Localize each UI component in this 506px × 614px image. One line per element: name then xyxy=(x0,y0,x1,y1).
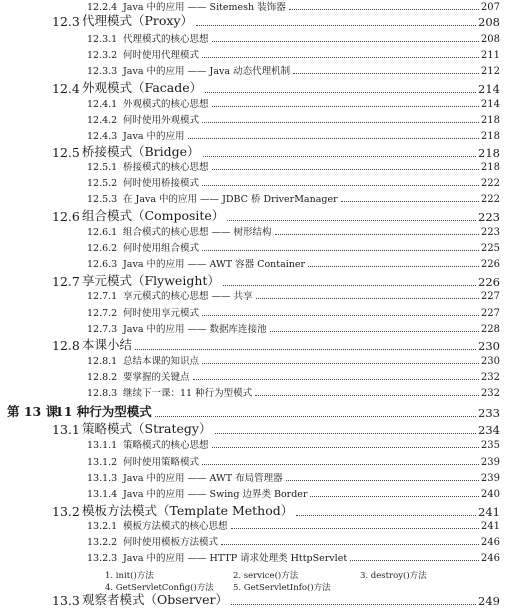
toc-title: 何时使用组合模式 xyxy=(123,243,200,254)
toc-number: 12.7.3 xyxy=(87,324,118,335)
toc-section[interactable] xyxy=(52,273,500,289)
dot-leader xyxy=(202,121,479,123)
toc-subsection[interactable] xyxy=(87,257,500,270)
dot-leader xyxy=(215,432,477,434)
toc-page-number: 239 xyxy=(480,457,500,468)
toc-number: 12.2.4 xyxy=(87,2,118,13)
toc-number: 13.2.3 xyxy=(87,553,118,564)
dot-leader xyxy=(202,249,479,251)
dot-leader xyxy=(188,137,479,139)
toc-page-number: 227 xyxy=(480,291,500,302)
toc-page-number: 233 xyxy=(478,406,500,420)
toc-subsection[interactable] xyxy=(87,160,500,173)
toc-title: 何时使用策略模式 xyxy=(123,457,200,468)
toc-title: 外观模式的核心思想 xyxy=(123,99,209,110)
dot-leader xyxy=(212,105,479,107)
toc-title: 何时使用享元模式 xyxy=(123,308,200,319)
toc-subsection[interactable] xyxy=(87,241,500,254)
toc-page-number: 222 xyxy=(480,178,500,189)
dot-leader xyxy=(308,265,479,267)
method-item-getservletinfo: 5. GetServletInfo()方法 xyxy=(233,583,331,593)
method-item-destroy: 3. destroy()方法 xyxy=(360,571,427,581)
dot-leader xyxy=(350,559,479,561)
toc-section[interactable] xyxy=(52,208,500,224)
dot-leader xyxy=(275,233,479,235)
toc-title: 要掌握的关键点 xyxy=(123,372,190,383)
toc-number: 13.3 xyxy=(52,593,80,608)
toc-title: 何时使用外观模式 xyxy=(123,115,200,126)
toc-page-number: 218 xyxy=(480,131,500,142)
dot-leader xyxy=(202,314,479,316)
toc-number: 12.5.1 xyxy=(87,162,118,173)
toc-subsection[interactable] xyxy=(87,289,500,302)
dot-leader xyxy=(296,514,476,516)
toc-number: 12.6 xyxy=(52,209,80,224)
toc-title: 总结本课的知识点 xyxy=(123,356,200,367)
toc-page-number: 230 xyxy=(480,356,500,367)
toc-title: 模板方法模式（Template Method） xyxy=(82,503,294,518)
toc-title: 模板方法模式的核心思想 xyxy=(123,521,228,532)
dot-leader xyxy=(212,446,479,448)
toc-title: 代理模式（Proxy） xyxy=(82,13,194,28)
toc-subsection[interactable] xyxy=(87,354,500,367)
toc-title: 组合模式的核心思想 —— 树形结构 xyxy=(123,227,272,238)
toc-page-number: 208 xyxy=(480,34,500,45)
toc-number: 12.3.2 xyxy=(87,50,118,61)
toc-number: 12.5 xyxy=(52,145,80,160)
toc-page-number: 226 xyxy=(480,259,500,270)
toc-number: 12.4.2 xyxy=(87,115,118,126)
toc-chapter[interactable] xyxy=(7,404,500,420)
toc-title: Java 中的应用 xyxy=(123,131,185,142)
method-item-init: 1. init()方法 xyxy=(105,571,154,581)
toc-title: 策略模式的核心思想 xyxy=(123,440,209,451)
toc-title: 桥接模式的核心思想 xyxy=(123,162,209,173)
toc-number: 12.7.2 xyxy=(87,308,118,319)
toc-page-number: 211 xyxy=(480,50,500,61)
toc-title: 代理模式的核心思想 xyxy=(123,34,209,45)
toc-number: 13.2 xyxy=(52,504,80,519)
toc-page-number: 226 xyxy=(478,275,500,289)
toc-number: 12.8 xyxy=(52,338,80,353)
dot-leader xyxy=(212,40,479,42)
toc-page-number: 239 xyxy=(480,473,500,484)
toc-page-number: 212 xyxy=(480,66,500,77)
toc-title: Java 中的应用 —— HTTP 请求处理类 HttpServlet xyxy=(123,553,348,564)
toc-page-number: 228 xyxy=(480,324,500,335)
toc-page-number: 232 xyxy=(480,372,500,383)
dot-leader xyxy=(231,603,476,605)
toc-title: 11 种行为型模式 xyxy=(55,404,152,419)
dot-leader xyxy=(223,284,476,286)
dot-leader xyxy=(227,219,476,221)
toc-subsection[interactable] xyxy=(87,48,500,61)
dot-leader xyxy=(202,362,479,364)
toc-page-number: 223 xyxy=(480,227,500,238)
toc-number: 第 13 课 xyxy=(7,404,59,419)
toc-subsection[interactable] xyxy=(87,97,500,110)
toc-page-number: 241 xyxy=(480,521,500,532)
toc-number: 12.8.3 xyxy=(87,388,118,399)
dot-leader xyxy=(202,56,479,58)
dot-leader xyxy=(270,330,479,332)
dot-leader xyxy=(310,495,478,497)
dot-leader xyxy=(202,463,479,465)
toc-subsection[interactable] xyxy=(87,535,500,548)
toc-title: Java 中的应用 —— 数据库连接池 xyxy=(123,324,267,335)
toc-page-number: 227 xyxy=(480,308,500,319)
toc-subsection[interactable] xyxy=(87,225,500,238)
toc-subsection[interactable] xyxy=(87,176,500,189)
toc-subsection[interactable] xyxy=(87,129,500,142)
toc-title: 何时使用代理模式 xyxy=(123,50,200,61)
toc-section[interactable] xyxy=(52,13,500,29)
toc-number: 13.1.1 xyxy=(87,440,118,451)
toc-section[interactable] xyxy=(52,80,500,96)
toc-subsection[interactable] xyxy=(87,113,500,126)
toc-number: 13.1.2 xyxy=(87,457,118,468)
toc-number: 12.7 xyxy=(52,274,80,289)
toc-number: 13.1.4 xyxy=(87,489,118,500)
toc-number: 12.4.1 xyxy=(87,99,118,110)
toc-page-number: 249 xyxy=(478,594,500,608)
toc-number: 13.2.2 xyxy=(87,537,118,548)
toc-subsection[interactable] xyxy=(87,370,500,383)
method-item-getservletconfig: 4. GetServletConfig()方法 xyxy=(105,583,214,593)
toc-page-number: 218 xyxy=(480,115,500,126)
toc-subsection[interactable] xyxy=(87,551,500,564)
toc-number: 12.4 xyxy=(52,81,80,96)
dot-leader xyxy=(231,527,479,529)
dot-leader xyxy=(212,168,479,170)
toc-subsection[interactable] xyxy=(87,322,500,335)
toc-number: 13.2.1 xyxy=(87,521,118,532)
toc-page-number: 218 xyxy=(480,162,500,173)
toc-subsection[interactable] xyxy=(87,519,500,532)
toc-subsection[interactable] xyxy=(87,386,500,399)
toc-page-number: 235 xyxy=(480,440,500,451)
toc-page-number: 214 xyxy=(478,82,500,96)
toc-number: 13.1.3 xyxy=(87,473,118,484)
dot-leader xyxy=(221,543,479,545)
dot-leader xyxy=(196,24,476,26)
toc-title: Java 中的应用 —— Java 动态代理机制 xyxy=(123,66,291,77)
toc-page-number: 222 xyxy=(480,194,500,205)
toc-page-number: 218 xyxy=(478,146,500,160)
dot-leader xyxy=(155,415,476,417)
toc-page-number: 246 xyxy=(480,537,500,548)
toc-number: 12.3.1 xyxy=(87,34,118,45)
toc-subsection[interactable] xyxy=(87,32,500,45)
toc-section[interactable] xyxy=(52,503,500,519)
dot-leader xyxy=(256,297,479,299)
dot-leader xyxy=(135,348,476,350)
toc-section[interactable] xyxy=(52,592,500,608)
toc-title: 何时使用模板方法模式 xyxy=(123,537,219,548)
toc-number: 13.1 xyxy=(52,422,80,437)
toc-number: 12.5.3 xyxy=(87,194,118,205)
toc-title: 策略模式（Strategy） xyxy=(82,421,212,436)
toc-section[interactable] xyxy=(52,421,500,437)
toc-title: 桥接模式（Bridge） xyxy=(82,144,200,159)
dot-leader xyxy=(202,184,479,186)
toc-number: 12.6.3 xyxy=(87,259,118,270)
toc-page-number: 208 xyxy=(478,15,500,29)
toc-page-number: 232 xyxy=(480,388,500,399)
toc-title: Java 中的应用 —— Swing 边界类 Border xyxy=(123,489,308,500)
toc-number: 12.6.2 xyxy=(87,243,118,254)
toc-page-number: 230 xyxy=(478,339,500,353)
toc-subsection[interactable] xyxy=(87,192,500,205)
toc-page-number: 207 xyxy=(480,2,500,13)
toc-subsection[interactable] xyxy=(87,487,500,500)
dot-leader xyxy=(205,91,476,93)
toc-section[interactable] xyxy=(52,337,500,353)
dot-leader xyxy=(286,479,479,481)
toc-number: 12.7.1 xyxy=(87,291,118,302)
toc-title: 外观模式（Facade） xyxy=(82,80,203,95)
toc-page-number: 223 xyxy=(478,210,500,224)
dot-leader xyxy=(341,200,479,202)
toc-page-number: 246 xyxy=(480,553,500,564)
toc-subsection[interactable] xyxy=(87,306,500,319)
toc-number: 12.8.1 xyxy=(87,356,118,367)
toc-title: 在 Java 中的应用 —— JDBC 桥 DriverManager xyxy=(123,194,338,205)
toc-title: 观察者模式（Observer） xyxy=(82,592,228,607)
toc-number: 12.8.2 xyxy=(87,372,118,383)
toc-title: 继续下一课：11 种行为型模式 xyxy=(123,388,253,399)
toc-title: Java 中的应用 —— AWT 容器 Container xyxy=(123,259,306,270)
toc-page-number: 240 xyxy=(480,489,500,500)
toc-subsection[interactable] xyxy=(87,455,500,468)
toc-page-number: 234 xyxy=(478,423,500,437)
dot-leader xyxy=(255,394,479,396)
toc-page-number: 214 xyxy=(480,99,500,110)
toc-subsection[interactable] xyxy=(87,471,500,484)
method-item-service: 2. service()方法 xyxy=(233,571,299,581)
toc-title: 组合模式（Composite） xyxy=(82,208,225,223)
toc-title: Java 中的应用 —— AWT 布局管理器 xyxy=(123,473,283,484)
toc-title: 何时使用桥接模式 xyxy=(123,178,200,189)
dot-leader xyxy=(203,155,476,157)
toc-title: 本课小结 xyxy=(82,337,133,352)
dot-leader xyxy=(193,378,479,380)
dot-leader xyxy=(293,72,479,74)
toc-title: 享元模式的核心思想 —— 共享 xyxy=(123,291,253,302)
toc-title: Java 中的应用 —— Sitemesh 装饰器 xyxy=(123,2,286,13)
toc-subsection[interactable] xyxy=(87,438,500,451)
toc-number: 12.6.1 xyxy=(87,227,118,238)
toc-number: 12.5.2 xyxy=(87,178,118,189)
toc-page-number: 225 xyxy=(480,243,500,254)
toc-title: 享元模式（Flyweight） xyxy=(82,273,220,288)
toc-page-number: 241 xyxy=(478,505,500,519)
toc-number: 12.3.3 xyxy=(87,66,118,77)
toc-section[interactable] xyxy=(52,144,500,160)
dot-leader xyxy=(289,8,479,10)
toc-number: 12.3 xyxy=(52,14,80,29)
toc-subsection[interactable] xyxy=(87,64,500,77)
toc-number: 12.4.3 xyxy=(87,131,118,142)
